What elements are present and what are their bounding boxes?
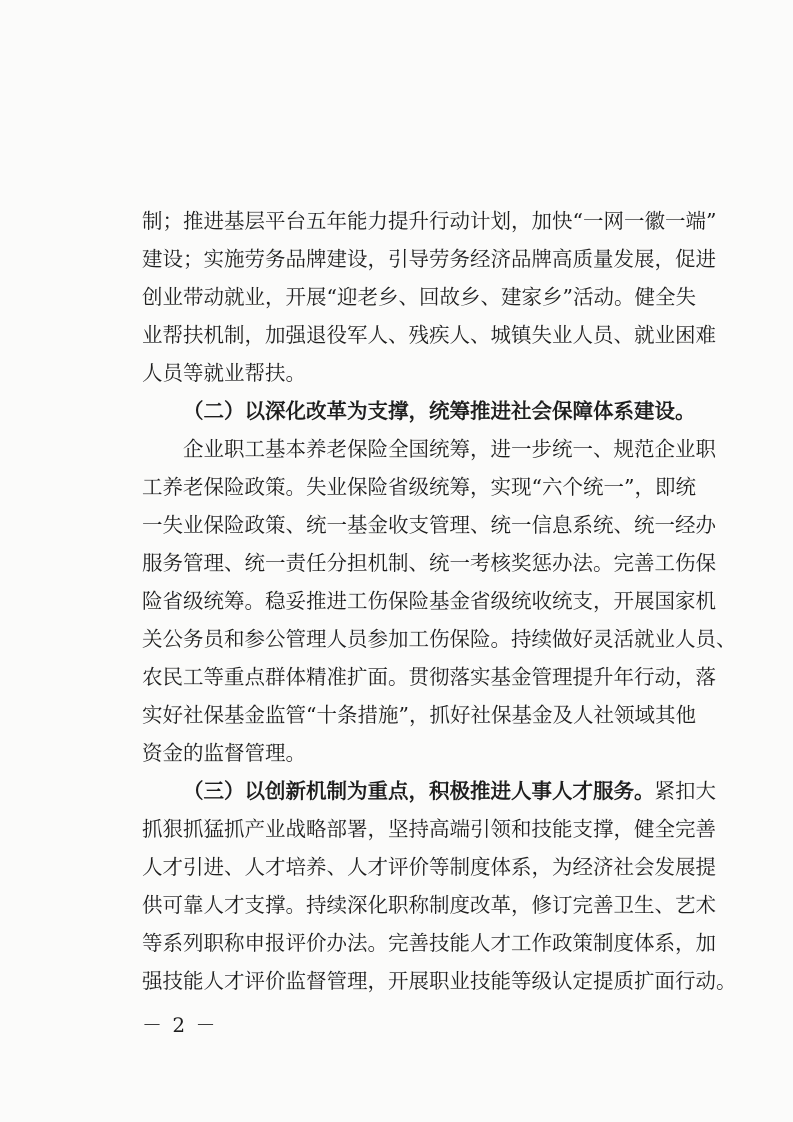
section-heading-2: （二）以深化改革为支撑，统筹推进社会保障体系建设。 [183,399,696,423]
paragraph-line: 强技能人才评价监督管理，开展职业技能等级认定提质扩面行动。 [142,969,737,993]
paragraph-line: 资金的监督管理。 [142,741,306,765]
paragraph-line: 抓狠抓猛抓产业战略部署，坚持高端引领和技能支撑，健全完善 [142,817,716,841]
paragraph-line: 一失业保险政策、统一基金收支管理、统一信息系统、统一经办 [142,513,716,537]
paragraph-line: 实好社保基金监管“十条措施”，抓好社保基金及人社领域其他 [142,703,696,727]
paragraph-line: 工养老保险政策。失业保险省级统筹，实现“六个统一”，即统 [142,475,696,499]
paragraph-line: 供可靠人才支撑。持续深化职称制度改革，修订完善卫生、艺术 [142,893,716,917]
section-heading-3-tail: 紧扣大 [654,779,716,803]
paragraph-line: 创业带动就业，开展“迎老乡、回故乡、建家乡”活动。健全失 [142,285,696,309]
paragraph-line: 业帮扶机制，加强退役军人、残疾人、城镇失业人员、就业困难 [142,323,716,347]
paragraph-line: 制；推进基层平台五年能力提升行动计划，加快“一网一徽一端” [142,209,717,233]
paragraph-line: 农民工等重点群体精准扩面。贯彻落实基金管理提升年行动，落 [142,665,716,689]
paragraph-line: 企业职工基本养老保险全国统筹，进一步统一、规范企业职 [183,437,716,461]
paragraph-line: 等系列职称申报评价办法。完善技能人才工作政策制度体系，加 [142,931,716,955]
paragraph-line: 险省级统筹。稳妥推进工伤保险基金省级统收统支，开展国家机 [142,589,716,613]
paragraph-line: 关公务员和参公管理人员参加工伤保险。持续做好灵活就业人员、 [142,627,737,651]
section-heading-3: （三）以创新机制为重点，积极推进人事人才服务。 [183,779,655,803]
paragraph-line: 服务管理、统一责任分担机制、统一考核奖惩办法。完善工伤保 [142,551,716,575]
paragraph-line: 人员等就业帮扶。 [142,361,306,385]
paragraph-line: 建设；实施劳务品牌建设，引导劳务经济品牌高质量发展，促进 [142,247,716,271]
paragraph-line: 人才引进、人才培养、人才评价等制度体系，为经济社会发展提 [142,855,716,879]
section-heading-3-line [183,772,716,810]
page-number: － 2 － [142,1013,218,1037]
